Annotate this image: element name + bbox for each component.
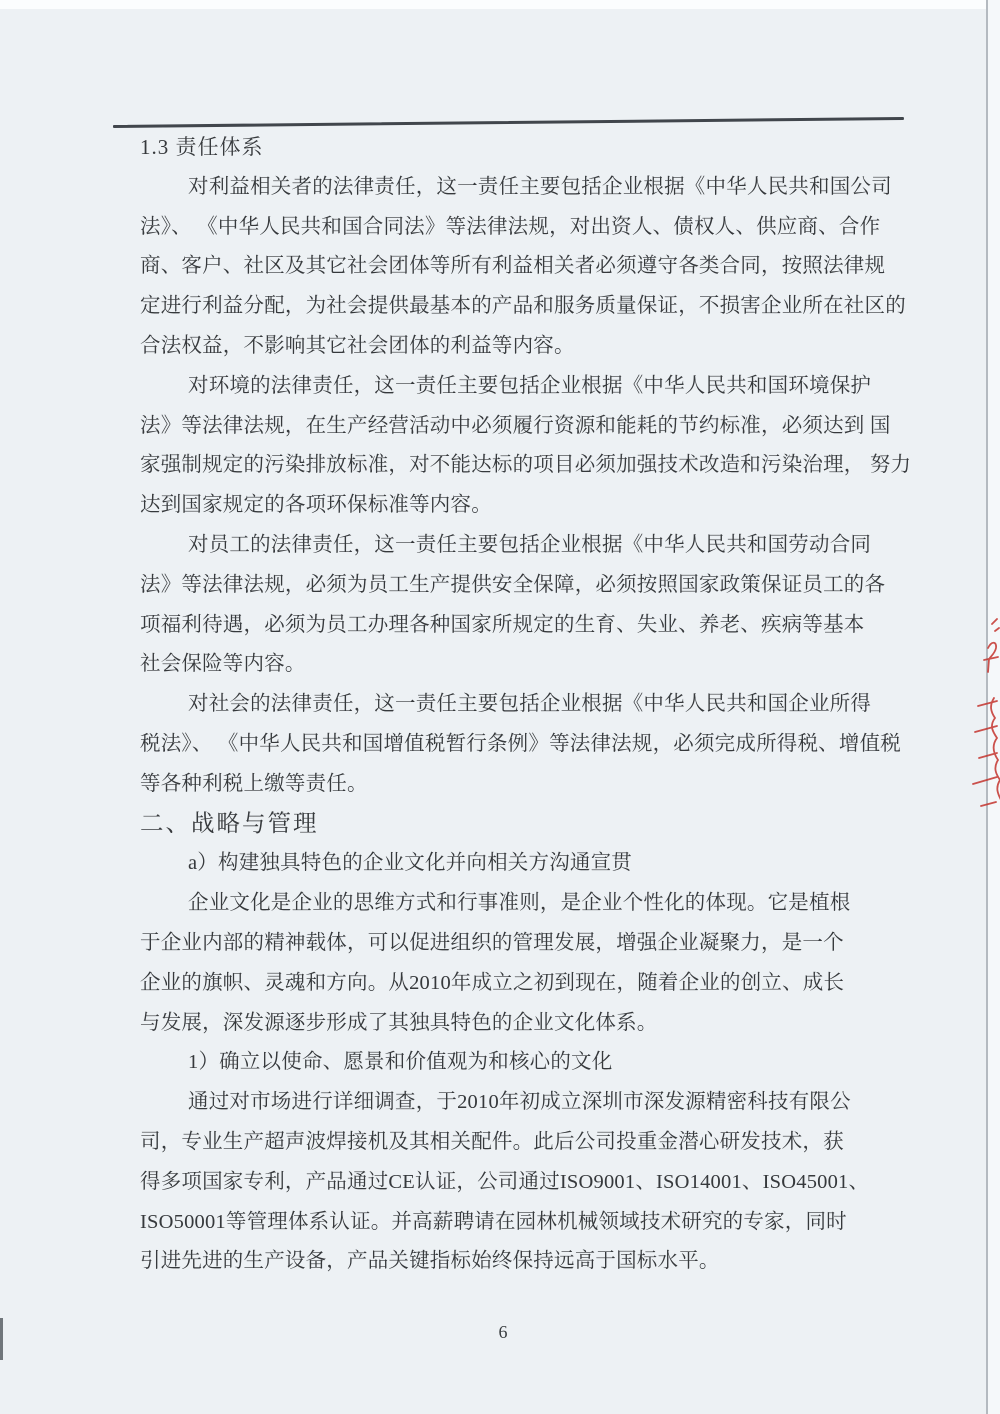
header-divider-line: [113, 117, 904, 128]
text-line: 得多项国家专利，产品通过CE认证，公司通过ISO9001、ISO14001、ISO45001、: [140, 1170, 870, 1193]
text-line: 税法》、 《中华人民共和国增值税暂行条例》等法律法规，必须完成所得税、增值税: [140, 732, 901, 755]
text-line: 企业文化是企业的思维方式和行事准则，是企业个性化的体现。它是植根: [188, 892, 851, 915]
text-line: 司，专业生产超声波焊接机及其相关配件。此后公司投重金潜心研发技术，获: [140, 1130, 844, 1153]
text-line: 等各种利税上缴等责任。: [140, 772, 368, 795]
text-line: 家强制规定的污染排放标准，对不能达标的项目必须加强技术改造和污染治理， 努力: [140, 454, 912, 477]
scan-left-edge-artifact: [0, 1318, 3, 1360]
text-line: 法》、 《中华人民共和国合同法》等法律法规，对出资人、债权人、供应商、合作: [140, 215, 881, 238]
list-item-a: a）构建独具特色的企业文化并向相关方沟通宣贯: [188, 852, 632, 875]
section-heading-responsibility: 1.3 责任体系: [140, 135, 264, 159]
text-line: 定进行利益分配，为社会提供最基本的产品和服务质量保证，不损害企业所在社区的: [140, 295, 906, 318]
scan-top-strip: [0, 0, 1000, 9]
text-line: 对员工的法律责任，这一责任主要包括企业根据《中华人民共和国劳动合同: [188, 533, 872, 556]
text-line: 与发展，深发源逐步形成了其独具特色的企业文化体系。: [140, 1011, 658, 1034]
text-line: 对社会的法律责任，这一责任主要包括企业根据《中华人民共和国企业所得: [188, 693, 872, 716]
text-line: 项福利待遇，必须为员工办理各种国家所规定的生育、失业、养老、疾病等基本: [140, 613, 865, 636]
list-item-1: 1）确立以使命、愿景和价值观为和核心的文化: [188, 1051, 613, 1074]
document-body: [140, 128, 912, 1282]
text-line: ISO50001等管理体系认证。并高薪聘请在园林机械领域技术研究的专家，同时: [140, 1210, 847, 1233]
text-line: 法》等法律法规，必须为员工生产提供安全保障，必须按照国家政策保证员工的各: [140, 573, 886, 596]
page-number: 6: [498, 1322, 508, 1342]
text-line: 法》等法律法规，在生产经营活动中必须履行资源和能耗的节约标准，必须达到 国: [140, 414, 891, 437]
text-line: 达到国家规定的各项环保标准等内容。: [140, 494, 492, 517]
text-line: 社会保险等内容。: [140, 653, 306, 676]
text-line: 对利益相关者的法律责任，这一责任主要包括企业根据《中华人民共和国公司: [188, 175, 892, 198]
section-heading-strategy: 二、战略与管理: [140, 810, 319, 837]
red-ink-annotation: [966, 608, 1000, 823]
text-line: 企业的旗帜、灵魂和方向。从2010年成立之初到现在，随着企业的创立、成长: [140, 971, 845, 994]
text-line: 于企业内部的精神载体，可以促进组织的管理发展，增强企业凝聚力，是一个: [140, 931, 844, 954]
text-line: 引进先进的生产设备，产品关键指标始终保持远高于国标水平。: [140, 1250, 720, 1273]
text-line: 合法权益，不影响其它社会团体的利益等内容。: [140, 334, 575, 357]
text-line: 商、客户、社区及其它社会团体等所有利益相关者必须遵守各类合同，按照法律规: [140, 255, 886, 278]
text-line: 通过对市场进行详细调查，于2010年初成立深圳市深发源精密科技有限公: [188, 1091, 851, 1114]
text-line: 对环境的法律责任，这一责任主要包括企业根据《中华人民共和国环境保护: [188, 374, 872, 397]
